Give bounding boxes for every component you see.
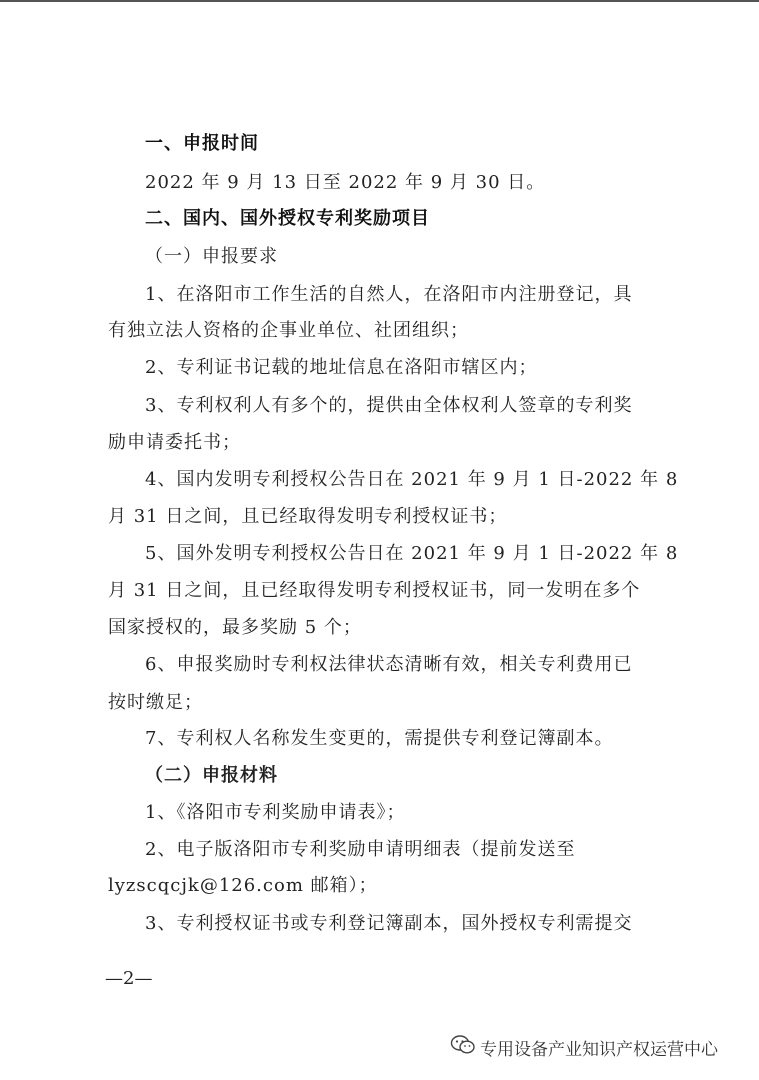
body-line: lyzscqcjk@126.com 邮箱）； (108, 875, 378, 896)
body-line: 励申请委托书； (108, 432, 241, 453)
section-heading-awards: 二、国内、国外授权专利奖励项目 (145, 208, 430, 229)
page-number: —2— (105, 968, 153, 989)
top-border (0, 0, 759, 2)
wechat-icon (450, 1034, 476, 1061)
body-line: 月 31 日之间，且已经取得发明专利授权证书，同一发明在多个 (108, 580, 641, 601)
body-line: 3、专利权利人有多个的，提供由全体权利人签章的专利奖 (145, 395, 633, 416)
body-line: 7、专利权人名称发生变更的，需提供专利登记簿副本。 (145, 728, 614, 749)
subsection-heading-requirements: （一）申报要求 (145, 246, 278, 267)
body-line: 2、电子版洛阳市专利奖励申请明细表（提前发送至 (145, 839, 576, 860)
watermark (450, 1034, 718, 1061)
body-line: 5、国外发明专利授权公告日在 2021 年 9 月 1 日-2022 年 8 (145, 543, 679, 564)
body-line: 2022 年 9 月 13 日至 2022 年 9 月 30 日。 (145, 172, 546, 193)
body-line: 1、《洛阳市专利奖励申请表》； (145, 802, 406, 823)
watermark-text: 专用设备产业知识产权运营中心 (480, 1040, 718, 1060)
body-line: 6、申报奖励时专利权法律状态清晰有效，相关专利费用已 (145, 654, 633, 675)
body-line: 4、国内发明专利授权公告日在 2021 年 9 月 1 日-2022 年 8 (145, 469, 679, 490)
body-line: 月 31 日之间，且已经取得发明专利授权证书； (108, 506, 508, 527)
body-line: 2、专利证书记载的地址信息在洛阳市辖区内； (145, 357, 538, 378)
body-line: 按时缴足； (108, 692, 203, 713)
body-line: 3、专利授权证书或专利登记簿副本，国外授权专利需提交 (145, 913, 633, 934)
body-line: 1、在洛阳市工作生活的自然人，在洛阳市内注册登记，具 (145, 284, 633, 305)
section-heading-time: 一、申报时间 (145, 133, 259, 154)
body-line: 有独立法人资格的企事业单位、社团组织； (108, 320, 469, 341)
body-line: 国家授权的，最多奖励 5 个； (108, 617, 362, 638)
subsection-heading-materials: （二）申报材料 (145, 765, 278, 786)
